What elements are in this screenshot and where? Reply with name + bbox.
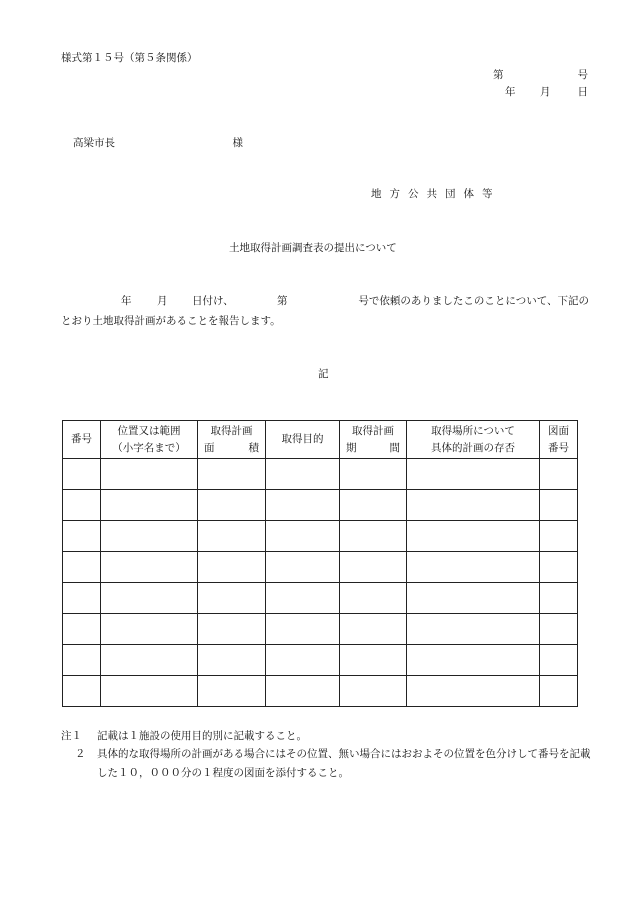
table-cell[interactable] [540, 614, 578, 645]
table-cell[interactable] [63, 459, 101, 490]
table-row [63, 459, 578, 490]
table-cell[interactable] [266, 490, 340, 521]
header-area: 取得計画 面 積 [198, 421, 266, 459]
table-cell[interactable] [407, 645, 540, 676]
table-cell[interactable] [340, 583, 407, 614]
table-cell[interactable] [63, 676, 101, 707]
table-cell[interactable] [198, 676, 266, 707]
table-cell[interactable] [63, 552, 101, 583]
table-cell[interactable] [407, 521, 540, 552]
table-cell[interactable] [540, 490, 578, 521]
addressee-name: 高梁市長 [73, 137, 115, 149]
note-1-text: 記載は１施設の使用目的別に記載すること。 [97, 730, 307, 742]
header-purpose: 取得目的 [266, 421, 340, 459]
land-acquisition-table [62, 420, 578, 707]
table-cell[interactable] [340, 521, 407, 552]
body-year: 年 [121, 295, 132, 307]
table-row [63, 645, 578, 676]
table-cell[interactable] [340, 676, 407, 707]
document-date [505, 87, 588, 98]
table-cell[interactable] [101, 552, 198, 583]
note-1 [61, 727, 591, 745]
addressee-honorific: 様 [232, 137, 243, 149]
table-cell[interactable] [407, 490, 540, 521]
note-2-number: ２ [75, 748, 86, 761]
table-cell[interactable] [340, 552, 407, 583]
table-cell[interactable] [198, 490, 266, 521]
table-cell[interactable] [101, 490, 198, 521]
table-cell[interactable] [407, 459, 540, 490]
table-cell[interactable] [540, 459, 578, 490]
body-day: 日付け、 [192, 295, 234, 307]
table-row [63, 521, 578, 552]
table-cell[interactable] [101, 645, 198, 676]
number-suffix: 号 [577, 69, 588, 81]
table-cell[interactable] [340, 459, 407, 490]
table-cell[interactable] [198, 552, 266, 583]
table-cell[interactable] [540, 645, 578, 676]
table-cell[interactable] [340, 645, 407, 676]
sender: 地方公共団体等 [371, 188, 501, 200]
header-period: 取得計画 期 間 [340, 421, 407, 459]
header-location: 位置又は範囲 （小字名まで） [101, 421, 198, 459]
document-number [493, 70, 588, 81]
table-cell[interactable] [63, 521, 101, 552]
table-cell[interactable] [407, 583, 540, 614]
table-cell[interactable] [101, 459, 198, 490]
subject-title: 土地取得計画調査表の提出について [229, 242, 397, 254]
table-cell[interactable] [266, 521, 340, 552]
table-cell[interactable] [266, 614, 340, 645]
table-cell[interactable] [198, 459, 266, 490]
table-cell[interactable] [198, 583, 266, 614]
table-row [63, 583, 578, 614]
table-cell[interactable] [101, 521, 198, 552]
table-cell[interactable] [198, 521, 266, 552]
table-cell[interactable] [266, 552, 340, 583]
header-drawing-number: 図面 番号 [540, 421, 578, 459]
form-label: 様式第１５号（第５条関係） [61, 52, 198, 64]
table-cell[interactable] [63, 614, 101, 645]
table-cell[interactable] [63, 583, 101, 614]
number-prefix: 第 [493, 69, 504, 81]
table-cell[interactable] [540, 552, 578, 583]
table-cell[interactable] [101, 583, 198, 614]
table-cell[interactable] [340, 490, 407, 521]
table-cell[interactable] [540, 676, 578, 707]
table-cell[interactable] [407, 552, 540, 583]
table-row [63, 552, 578, 583]
note-2 [61, 745, 591, 782]
addressee [73, 138, 243, 149]
table-cell[interactable] [540, 521, 578, 552]
date-day: 日 [577, 86, 588, 98]
table-cell[interactable] [540, 583, 578, 614]
notes [61, 727, 591, 782]
table-cell[interactable] [407, 676, 540, 707]
table-row [63, 490, 578, 521]
table-cell[interactable] [63, 645, 101, 676]
note-2-text: 具体的な取得場所の計画がある場合にはその位置、無い場合にはおおよその位置を色分けして番号を記載した１０，０００分の１程度の図面を添付すること。 [97, 748, 591, 779]
table-cell[interactable] [198, 614, 266, 645]
table-cell[interactable] [101, 676, 198, 707]
table-cell[interactable] [266, 583, 340, 614]
table-row [63, 676, 578, 707]
body-rest: 号で依頼のありましたこのことについて、下記の [358, 295, 589, 307]
table-cell[interactable] [340, 614, 407, 645]
ki-heading: 記 [318, 368, 329, 380]
header-number: 番号 [63, 421, 101, 459]
body-no: 第 [277, 295, 288, 307]
table-cell[interactable] [407, 614, 540, 645]
table-cell[interactable] [198, 645, 266, 676]
table-cell[interactable] [266, 676, 340, 707]
date-month: 月 [540, 86, 551, 98]
date-year: 年 [505, 86, 516, 98]
header-plan: 取得場所について 具体的計画の存否 [407, 421, 540, 459]
table-row [63, 614, 578, 645]
table-cell[interactable] [63, 490, 101, 521]
body-month: 月 [157, 295, 168, 307]
note-1-number: 注１ [61, 730, 82, 742]
body-line-2: とおり土地取得計画があることを報告します。 [61, 315, 281, 327]
table-cell[interactable] [101, 614, 198, 645]
table-cell[interactable] [266, 645, 340, 676]
table-cell[interactable] [266, 459, 340, 490]
table-header-row [63, 421, 578, 459]
